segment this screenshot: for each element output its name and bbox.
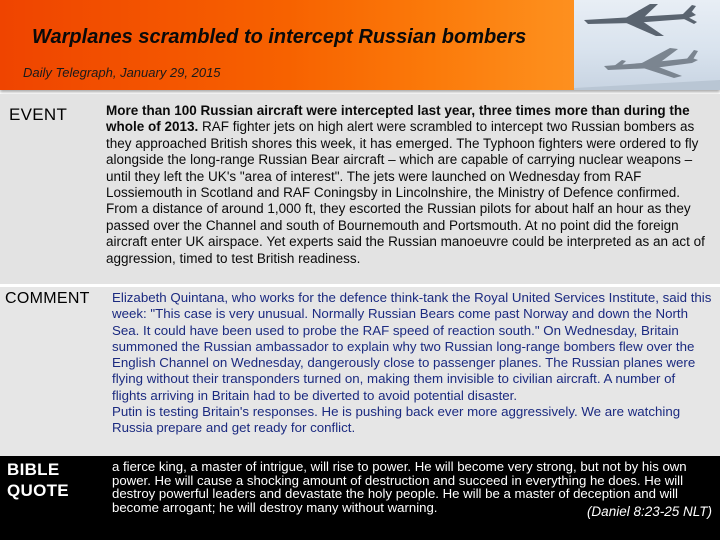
comment-text (112, 290, 712, 437)
event-body: RAF fighter jets on high alert were scrambled to intercept two Russian bombers as they approached British shores this week, it has emerged. The Typhoon fighters were ordered to fly alongside the long-range Russian Bear aircraft – which are capable of carrying nuclear weapons – until they left the UK's "area of interest". The jets were launched on Wednesday from RAF Lossiemouth in Scotland and RAF Coningsby in Lincolnshire, the Ministry of Defence confirmed. From a distance of around 1,000 ft, they escorted the Russian pilots for about half an hour as they passed over the Channel and south of Bournemouth and Portsmouth. At no point did the foreign aircraft enter UK airspace. Yet experts said the Russian manoeuvre could be interpreted as an act of aggression, timed to test British readiness. (106, 119, 705, 266)
bible-quote-citation: (Daniel 8:23-25 NLT) (586, 504, 712, 519)
bomber-and-fighter-icon (574, 0, 720, 90)
comment-paragraph: Putin is testing Britain's responses. He is pushing back ever more aggressively. We are watching Russia prepare and get ready for conflict. (112, 404, 681, 436)
source-citation: Daily Telegraph, January 29, 2015 (23, 65, 221, 80)
event-label: EVENT (9, 105, 68, 124)
comment-label: COMMENT (5, 290, 90, 307)
bible-quote-text: a fierce king, a master of intrigue, will rise to power. He will become very strong, but not by his own power. He will cause a shocking amount of destruction and succeed in everything he does. He will destroy powerful leaders and devastate the holy people. He will be a master of deception and will become arrogant; he will destroy many without warning. (112, 459, 687, 515)
event-text (106, 103, 712, 267)
comment-paragraph: Elizabeth Quintana, who works for the defence think-tank the Royal United Services Institute, said this week: "This case is very unusual. Normally Russian Bears come past Norway and down the North Sea. It could have been used to probe the RAF speed of reaction south." On Wednesday, Britain summoned the Russian ambassador to explain why two Russian long-range bombers flew over the English Channel on Wednesday, dangerously close to passenger planes. The Russian planes were flying without their transponders turned on, making them invisible to civilian aircraft. A number of flights arriving in Britain had to be diverted to avoid potential disaster. (112, 290, 712, 403)
bible-quote-label: BIBLE QUOTE (7, 460, 69, 500)
aircraft-photo (574, 0, 720, 90)
page-title: Warplanes scrambled to intercept Russian bombers (32, 26, 527, 48)
event-lead: More than 100 Russian aircraft were intercepted last year, three times more than during the whole of 2013. (106, 103, 690, 135)
